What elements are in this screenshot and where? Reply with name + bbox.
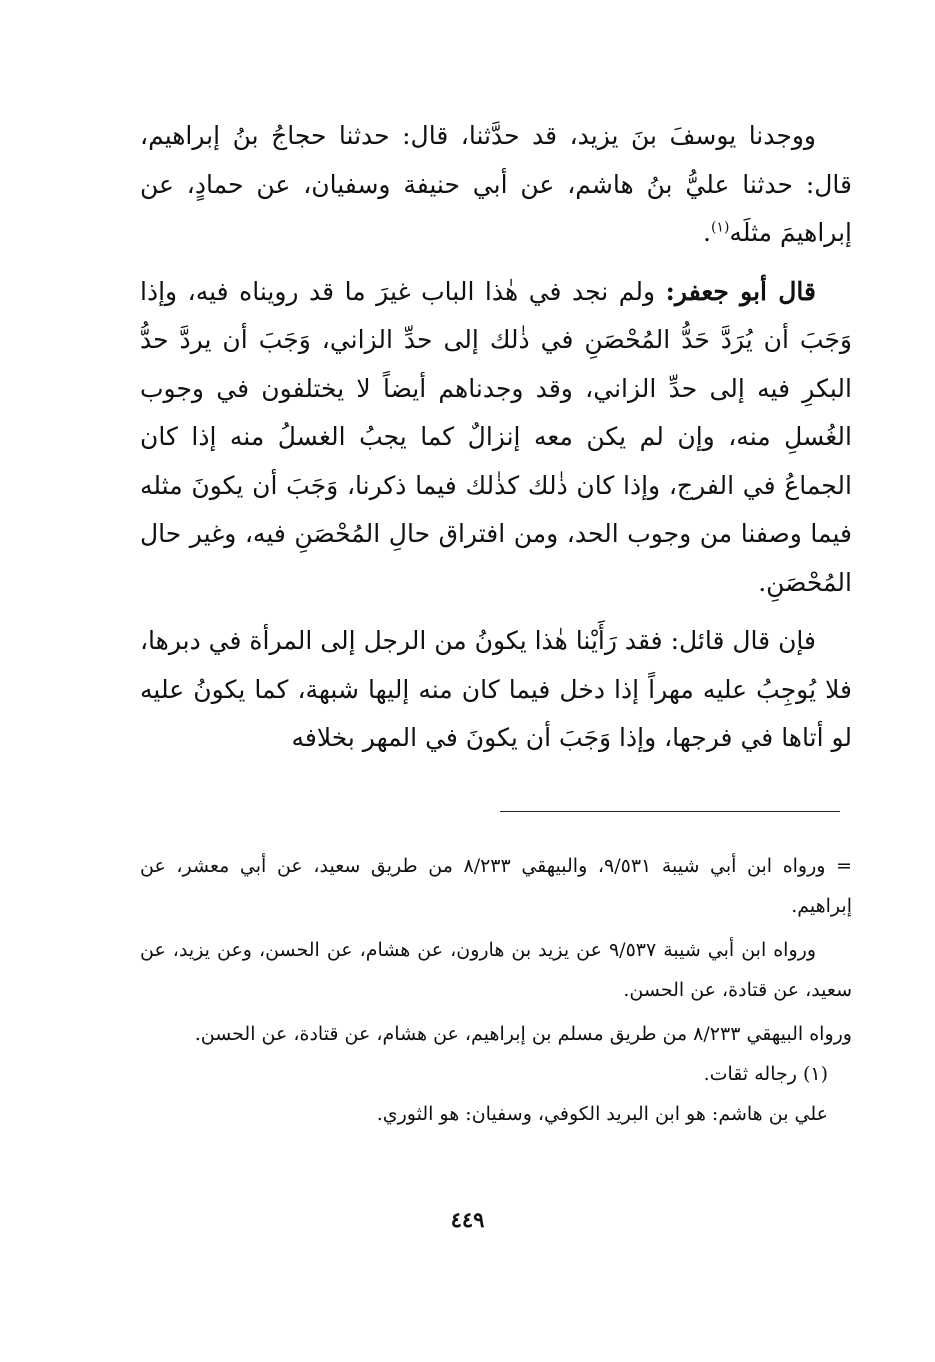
footnote-1: (١) رجاله ثقات. [703, 1063, 828, 1085]
footnote-continuation-1: = ورواه ابن أبي شيبة ٩/٥٣١، والبيهقي ٨/٢٣٣ من طريق سعيد، عن أبي معشر، عن إبراهيم. [140, 855, 852, 917]
paragraph-1-end: . [703, 218, 711, 247]
paragraph-3-text: فإن قال قائل: فقد رَأَيْنا هٰذا يكونُ من الرجل إلى المرأة في دبرها، فلا يُوجِبُ عليه مهراً إذا دخل فيما كان منه إليها شبهة، كما يكونُ عليه لو أتاها في فرجها، وإذا وَجَبَ أن يكونَ في المهر بخلافه [139, 626, 852, 752]
speaker-lead: قال أبو جعفر: [665, 276, 816, 306]
footnotes-section [140, 846, 852, 1134]
footnote-continuation-2: ورواه ابن أبي شيبة ٩/٥٣٧ عن يزيد بن هارون، عن هشام، عن الحسن، وعن يزيد، عن سعيد، عن قتادة، عن الحسن. [140, 939, 852, 1001]
paragraph-1 [140, 112, 852, 258]
paragraph-2-text: ولم نجد في هٰذا الباب غيرَ ما قد رويناه فيه، وإذا وَجَبَ أن يُرَدَّ حَدُّ المُحْصَنِ في ذٰلك إلى حدِّ الزاني، وَجَبَ أن يردَّ حدُّ البكرِ فيه إلى حدِّ الزاني، وقد وجدناهم أيضاً لا يختلفون في وجوب الغُسلِ منه، وإن لم يكن معه إنزالٌ كما يجبُ الغسلُ منه إذا كان الجماعُ في الفرج، وإذا كان ذٰلك كذٰلك فيما ذكرنا، وَجَبَ أن يكونَ مثله فيما وصفنا من وجوب الحد، ومن افتراق حالِ المُحْصَنِ فيه، وغير حال المُحْصَنِ. [140, 276, 852, 597]
paragraph-3 [140, 617, 852, 763]
footnote-1-detail: علي بن هاشم: هو ابن البريد الكوفي، وسفيان: هو الثوري. [376, 1103, 828, 1125]
main-text-body [140, 112, 852, 763]
footnote-reference-1: (١) [710, 219, 730, 236]
footnote-separator [500, 811, 840, 812]
paragraph-1-text: ووجدنا يوسفَ بنَ يزيد، قد حدَّثنا، قال: حدثنا حجاجُ بنُ إبراهيم، قال: حدثنا عليُّ بنُ هاشم، عن أبي حنيفة وسفيان، عن حمادٍ، عن إبراهيمَ مثلَه [140, 121, 852, 247]
page-number: ٤٤٩ [450, 1207, 485, 1232]
footnote-continuation-3: ورواه البيهقي ٨/٢٣٣ من طريق مسلم بن إبراهيم، عن هشام، عن قتادة، عن الحسن. [194, 1023, 852, 1045]
paragraph-2 [140, 268, 852, 608]
